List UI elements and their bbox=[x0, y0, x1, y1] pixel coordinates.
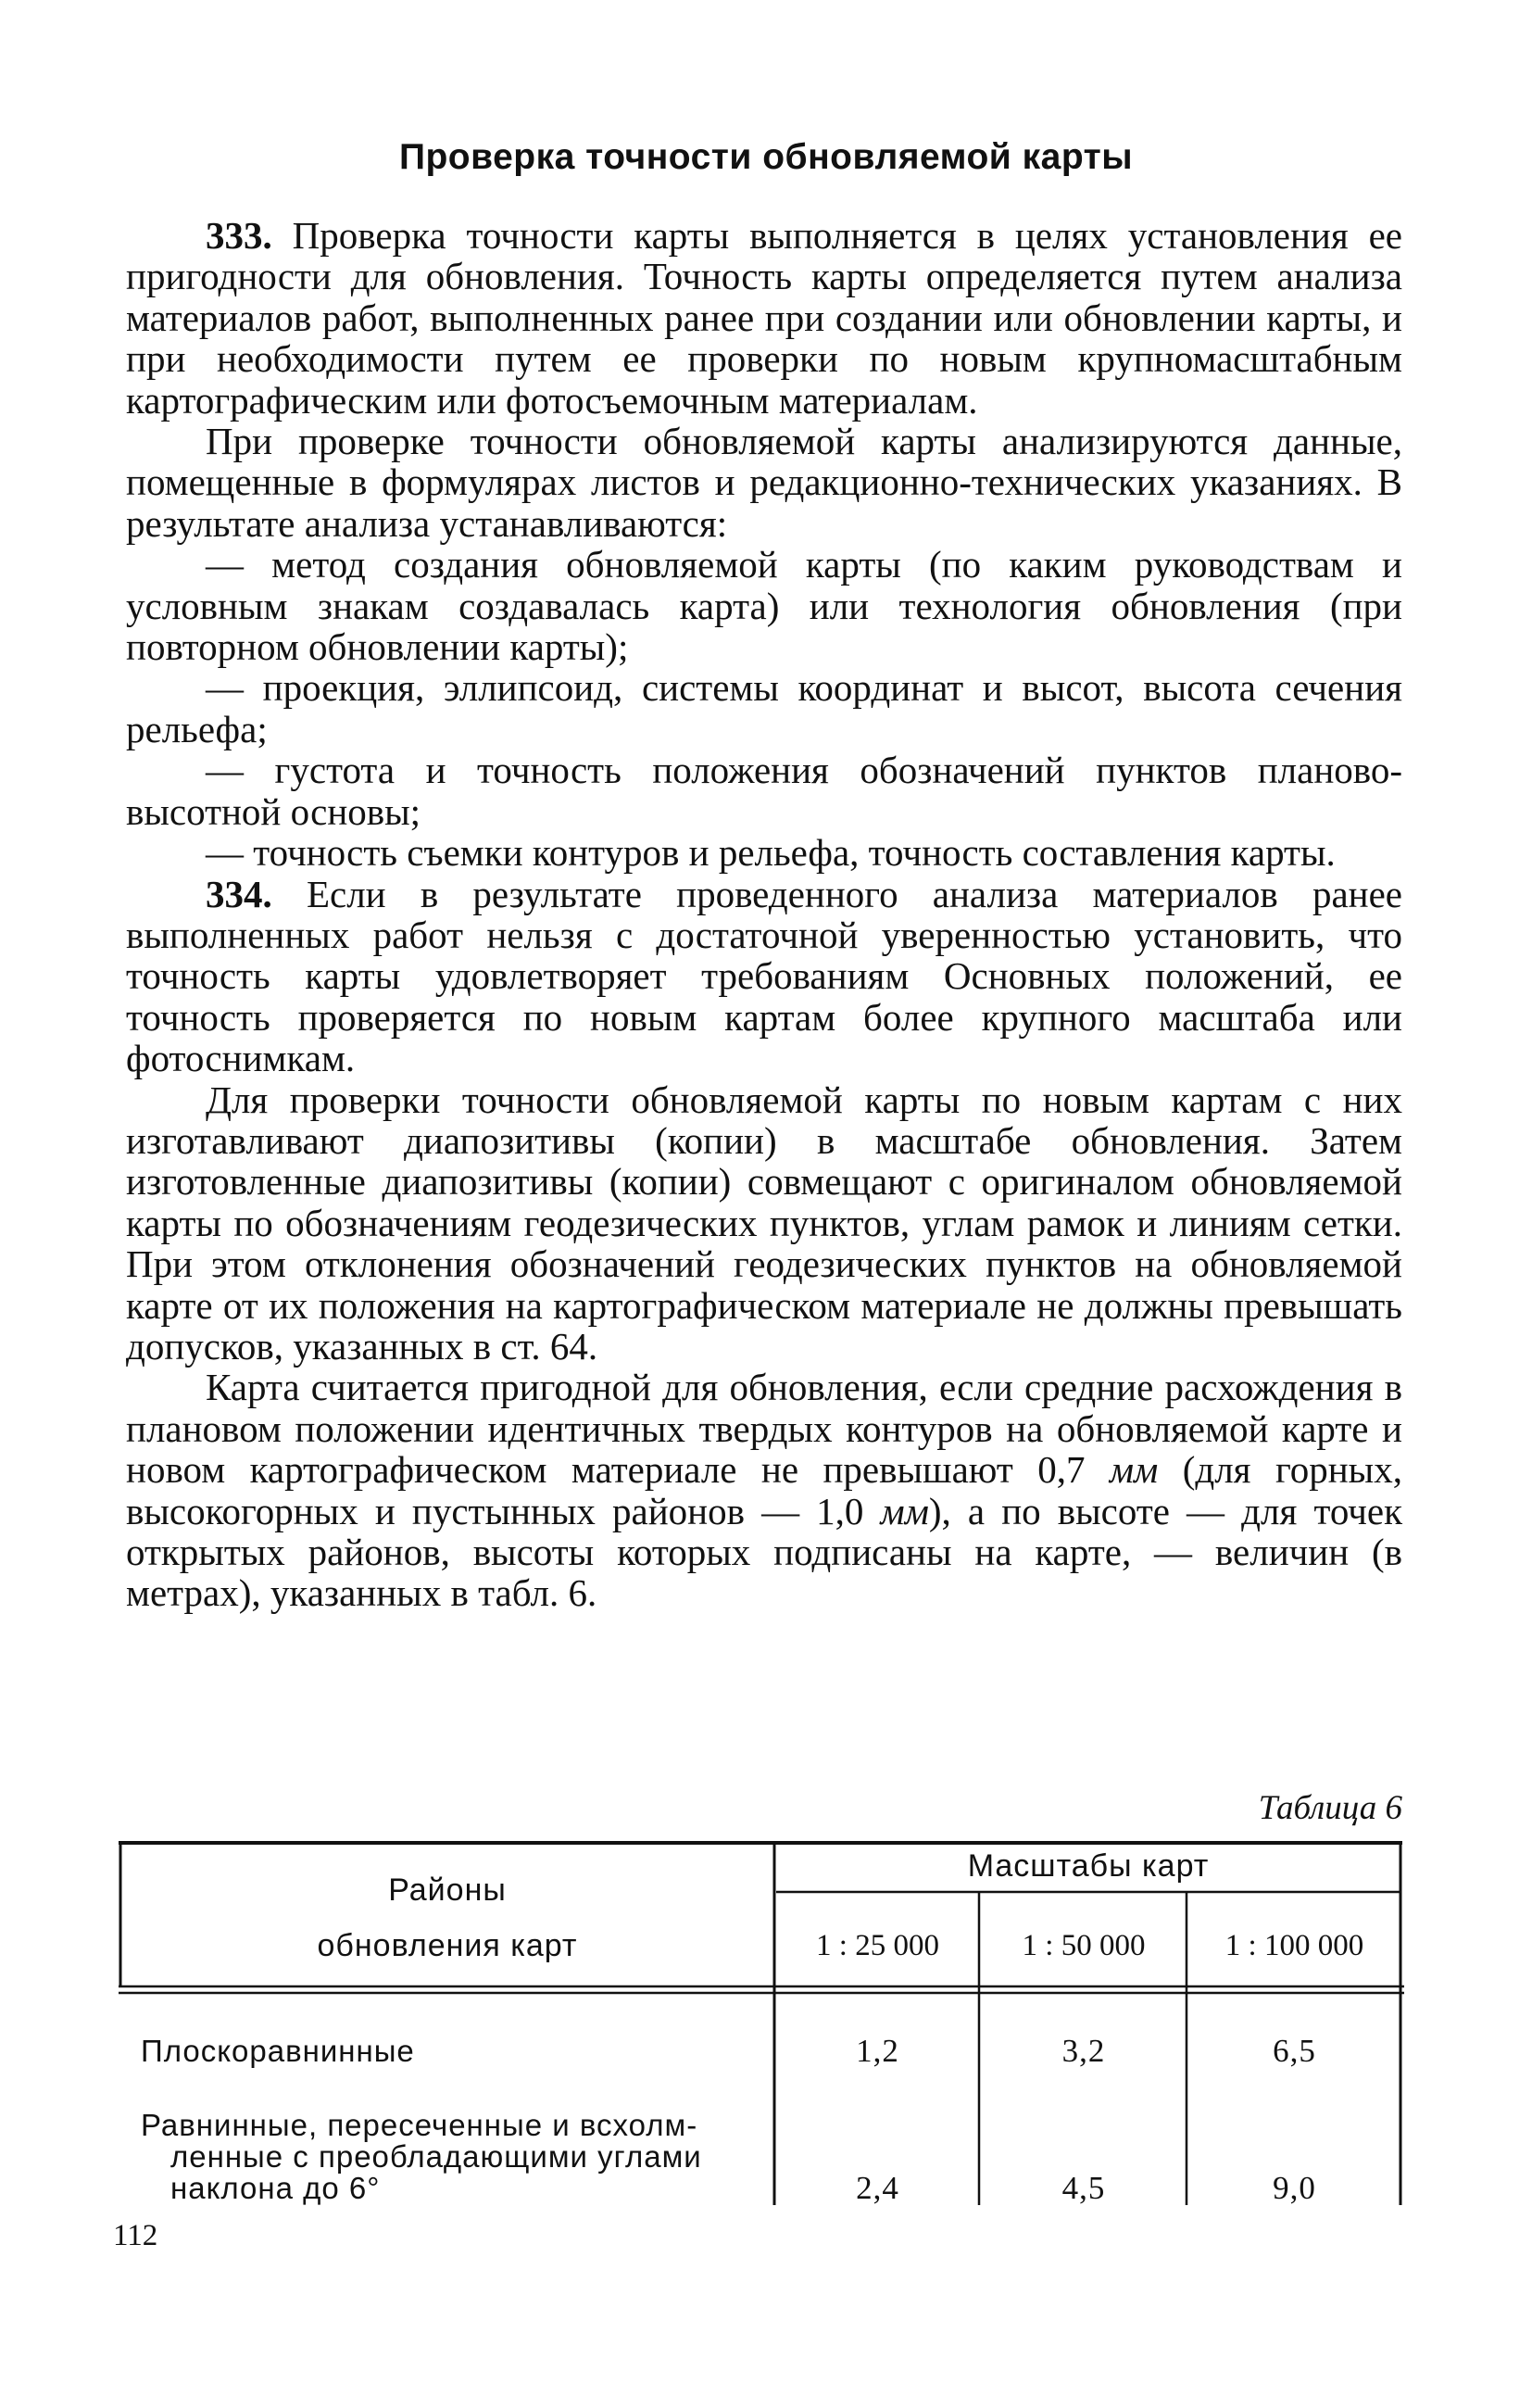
suitability-text-b: (для горных, высокогорных и пустынных районов — 1,0 bbox=[126, 1448, 1402, 1532]
list-item-method: — метод создания обновляемой карты (по каким руководствам и условным знакам создавалась карта) или технология обновления (при повторном обновлении карты); bbox=[126, 543, 1402, 669]
row-label-plain-line2: ленные с преобладающими углами bbox=[170, 2139, 702, 2174]
tolerance-table bbox=[117, 1838, 1406, 2207]
row-label-plain-line1: Равнинные, пересеченные и всхолм- bbox=[141, 2108, 698, 2142]
value-plain-100000: 9,0 bbox=[1273, 2170, 1316, 2206]
unit-mm-2: мм bbox=[880, 1489, 929, 1532]
paragraph-334-text: Если в результате проведенного анализа материалов ранее выполненных работ нельзя с достаточной уверенностью установить, что точность карты удовлетворяет требованиям Основных положений, ее точность проверяется по новым картам более крупного масштаба или фотоснимкам. bbox=[126, 872, 1402, 1080]
row-label-flat: Плоскоравнинные bbox=[141, 2034, 415, 2068]
region-header-line1: Районы bbox=[388, 1872, 507, 1908]
suitability-text-c: ), а по высоте — для точек открытых районов, высоты которых подписаны на карте, — величин (в метрах), указанных в табл. 6. bbox=[126, 1489, 1402, 1615]
value-plain-25000: 2,4 bbox=[856, 2170, 899, 2206]
table-caption: Таблица 6 bbox=[1258, 1789, 1402, 1827]
scale-header-50000: 1 : 50 000 bbox=[1022, 1929, 1146, 1962]
clause-number-334: 334. bbox=[206, 872, 272, 915]
paragraph-analysis: При проверке точности обновляемой карты анализируются данные, помещенные в формулярах листов и редакционно-технических указаниях. В результате анализа устанавливаются: bbox=[126, 420, 1402, 545]
list-item-projection: — проекция, эллипсоид, системы координат и высот, высота сечения рельефа; bbox=[126, 666, 1402, 750]
list-item-survey-accuracy: — точность съемки контуров и рельефа, точность составления карты. bbox=[206, 831, 1336, 875]
body-text bbox=[126, 215, 1402, 1614]
list-item-density: — густота и точность положения обозначений пунктов планово-высотной основы; bbox=[126, 749, 1402, 833]
value-flat-100000: 6,5 bbox=[1273, 2033, 1316, 2069]
paragraph-suitability bbox=[126, 1367, 1402, 1613]
suitability-text-a: Карта считается пригодной для обновления, если средние расхождения в плановом положении идентичных твердых контуров на обновляемой карте и новом картографическом материале не превышают 0,7 bbox=[126, 1366, 1402, 1492]
scale-header-100000: 1 : 100 000 bbox=[1224, 1929, 1364, 1962]
row-label-plain-line3: наклона до 6° bbox=[170, 2171, 381, 2205]
value-flat-50000: 3,2 bbox=[1061, 2033, 1106, 2069]
page-number: 112 bbox=[113, 2219, 158, 2252]
unit-mm-1: мм bbox=[1109, 1448, 1159, 1492]
paragraph-diapositives: Для проверки точности обновляемой карты по новым картам с них изготавливают диапозитивы (копии) в масштабе обновления. Затем изготовленные диапозитивы (копии) совмещают с оригиналом обновляемой карты по обозначениям геодезических пунктов, углам рамок и линиям сетки. При этом отклонения обозначений геодезических пунктов на обновляемой карте от их положения на картографическом материале не должны превышать допусков, указанных в ст. 64. bbox=[126, 1078, 1402, 1368]
paragraph-334 bbox=[126, 874, 1402, 1079]
clause-number-333: 333. bbox=[206, 214, 272, 257]
paragraph-333 bbox=[126, 215, 1402, 421]
section-heading: Проверка точности обновляемой карты bbox=[398, 137, 1134, 177]
scales-group-header: Масштабы карт bbox=[967, 1848, 1210, 1884]
paragraph-333-text: Проверка точности карты выполняется в целях установления ее пригодности для обновления. Точность карты определяется путем анализа материалов работ, выполненных ранее при создании или обновлении карты, и при необходимости путем ее проверки по новым крупномасштабным картографическим или фотосъемочным материалам. bbox=[126, 214, 1402, 422]
region-header-line2: обновления карт bbox=[317, 1928, 578, 1963]
value-flat-25000: 1,2 bbox=[856, 2033, 899, 2069]
value-plain-50000: 4,5 bbox=[1061, 2170, 1106, 2206]
scale-header-25000: 1 : 25 000 bbox=[816, 1929, 939, 1962]
